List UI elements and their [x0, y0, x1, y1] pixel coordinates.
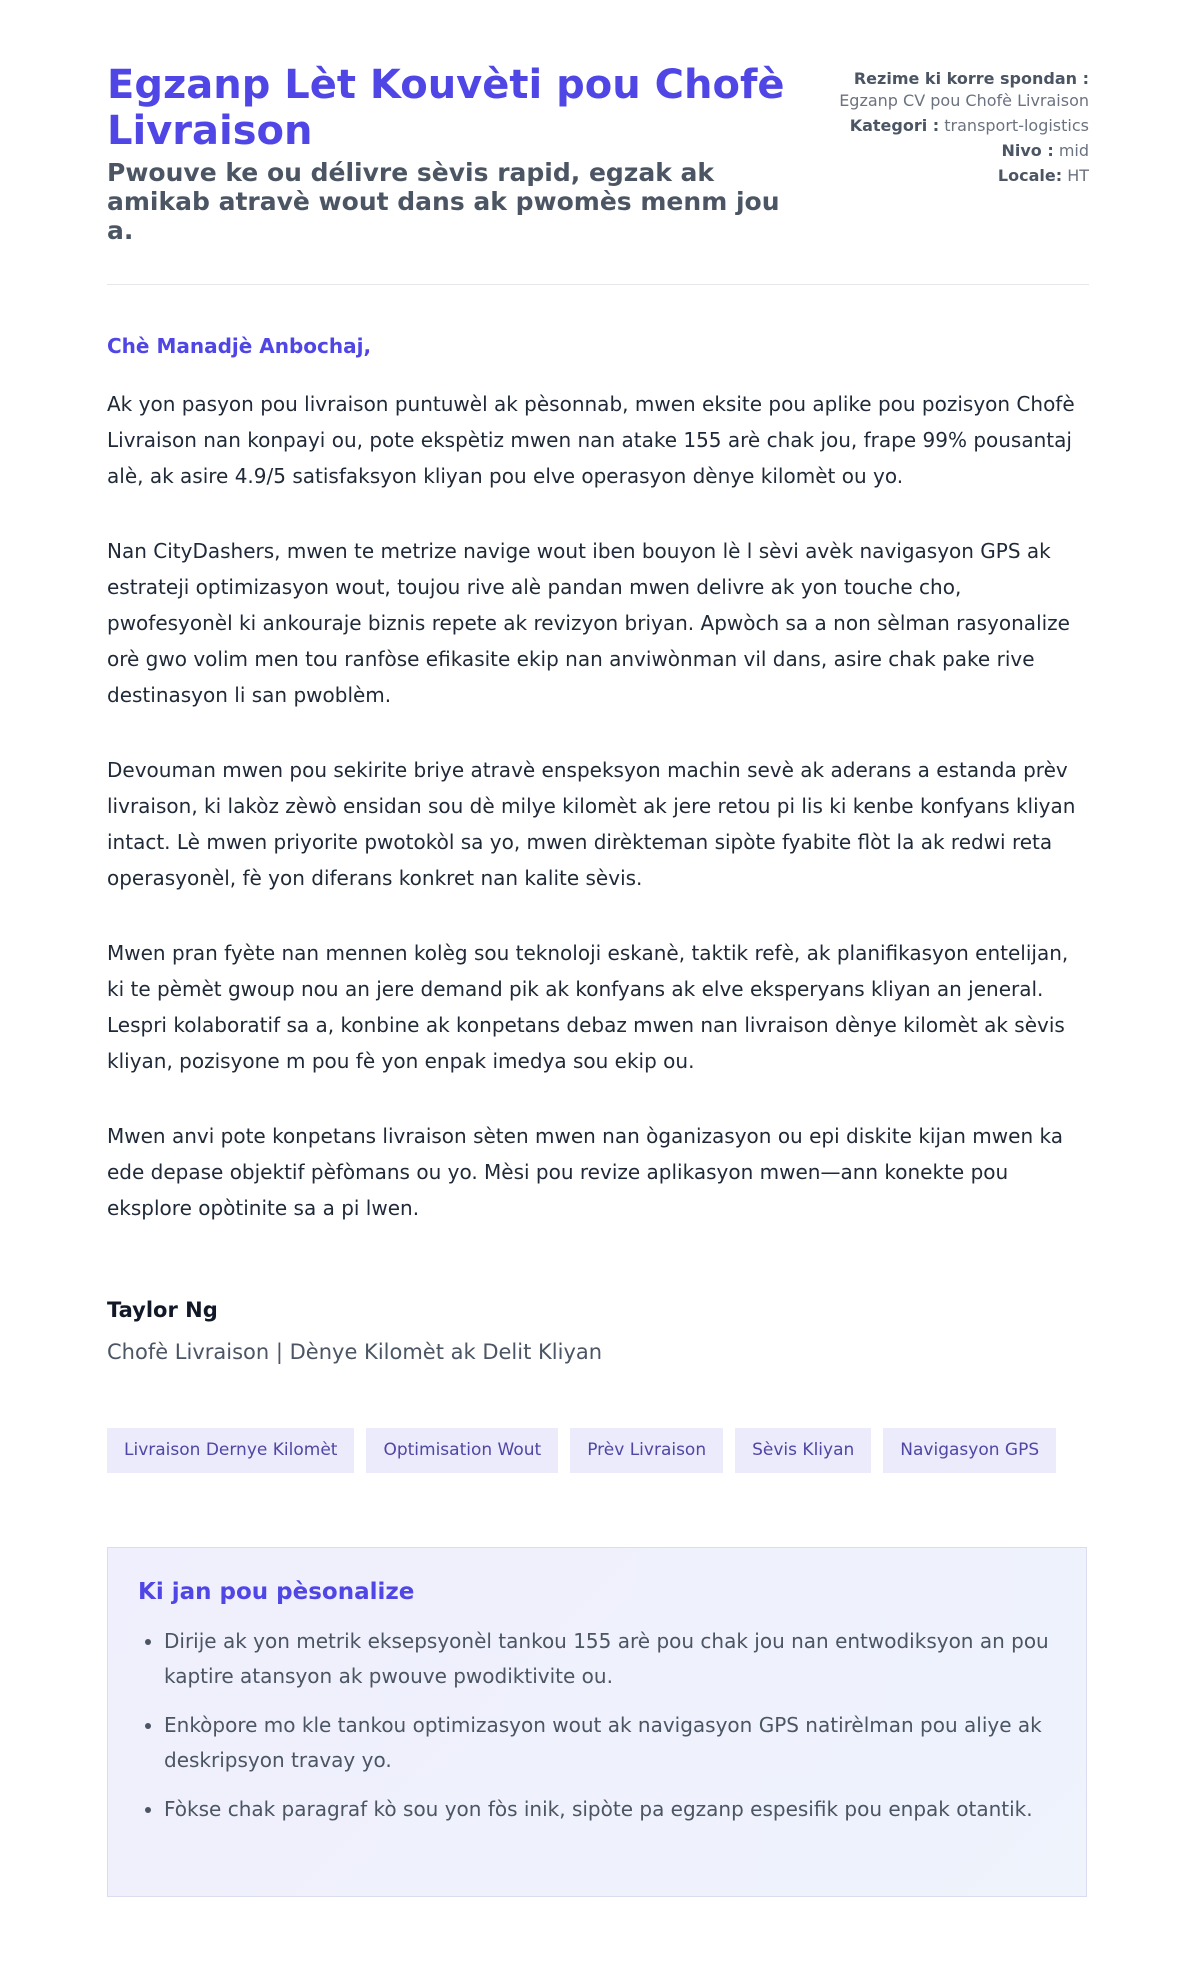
meta-locale [799, 163, 1089, 188]
letter-salutation: Chè Manadjè Anbochaj, [107, 334, 372, 358]
skill-tag[interactable]: Sèvis Kliyan [735, 1428, 871, 1473]
skill-tags [107, 1428, 1056, 1473]
letter-paragraph: Devouman mwen pou sekirite briye atravè enspeksyon machin sevè ak aderans a estanda prèv livraison, ki lakòz zèwò ensidan sou dè milye kilomèt ak jere retou pi lis ki kenbe konfyans kliyan intact. Lè mwen priyorite pwotokòl sa yo, mwen dirèkteman sipòte fyabite flòt la ak redwi reta operasyonèl, fè yon diferans konkret nan kalite sèvis. [107, 758, 1076, 890]
meta-category-label: Kategori : [849, 116, 940, 135]
skill-tag[interactable]: Navigasyon GPS [883, 1428, 1056, 1473]
meta-category [799, 113, 1089, 138]
skill-tag[interactable]: Livraison Dernye Kilomèt [107, 1428, 354, 1473]
meta-summary [799, 66, 1089, 113]
meta-level-label: Nivo : [1001, 141, 1054, 160]
tip-item: • Enkòpore mo kle tankou optimizasyon wout ak navigasyon GPS natirèlman pou aliye ak deskripsyon travay yo. [164, 1708, 1056, 1778]
tips-heading: Ki jan pou pèsonalize [138, 1579, 415, 1605]
letter-paragraph: Nan CityDashers, mwen te metrize navige wout iben bouyon lè l sèvi avèk navigasyon GPS ak estrateji optimizasyon wout, toujou rive alè pandan mwen delivre ak yon touche cho, pwofesyonèl ki ankouraje biznis repete ak revizyon briyan. Apwòch sa a non sèlman rasyonalize orè gwo volim men tou ranfòse efikasite ekip nan anviwònman vil dans, asire chak pake rive destinasyon li san pwoblèm. [107, 539, 1070, 707]
customization-tips [107, 1547, 1087, 1897]
letter-paragraph: Ak yon pasyon pou livraison puntuwèl ak pèsonnab, mwen eksite pou aplike pou pozisyon Chofè Livraison nan konpayi ou, pote ekspètiz mwen nan atake 155 arè chak jou, frape 99% pousantaj alè, ak asire 4.9/5 satisfaksyon kliyan pou elve operasyon dènye kilomèt ou yo. [107, 392, 1075, 488]
tip-item: • Fòkse chak paragraf kò sou yon fòs inik, sipòte pa egzanp espesifik pou enpak otantik. [164, 1792, 1056, 1827]
letter-body [107, 386, 1091, 1265]
tip-item: • Dirije ak yon metrik eksepsyonèl tankou 155 arè pou chak jou nan entwodiksyon an pou kaptire atansyon ak pwouve pwodiktivite ou. [164, 1624, 1056, 1694]
letter-paragraph: Mwen pran fyète nan mennen kolèg sou teknoloji eskanè, taktik refè, ak planifikasyon entelijan, ki te pèmèt gwoup nou an jere demand pik ak konfyans ak elve eksperyans kliyan an jeneral. Lespri kolaboratif sa a, konbine ak konpetans debaz mwen nan livraison dènye kilomèt ak sèvis kliyan, pozisyone m pou fè yon enpak imedya sou ekip ou. [107, 941, 1069, 1073]
meta-level-value: mid [1058, 141, 1089, 160]
page-header [107, 62, 1089, 285]
meta-summary-link[interactable]: Egzanp CV pou Chofè Livraison [839, 91, 1089, 110]
page-title: Egzanp Lèt Kouvèti pou Chofè Livraison [107, 62, 785, 154]
meta-panel [799, 66, 1089, 188]
skill-tag[interactable]: Optimisation Wout [366, 1428, 558, 1473]
meta-category-value: transport-logistics [944, 116, 1089, 135]
page-subtitle: Pwouve ke ou délivre sèvis rapid, egzak ak amikab atravè wout dans ak pwomès menm jou a. [107, 158, 780, 245]
meta-locale-value: HT [1067, 166, 1089, 185]
signature-title: Chofè Livraison | Dènye Kilomèt ak Delit Kliyan [107, 1340, 603, 1364]
letter-paragraph: Mwen anvi pote konpetans livraison sèten mwen nan òganizasyon ou epi diskite kijan mwen ka ede depase objektif pèfòmans ou yo. Mèsi pou revize aplikasyon mwen—ann konekte pou eksplore opòtinite sa a pi lwen. [107, 1124, 1063, 1220]
tips-list [138, 1624, 1056, 1827]
signature-name: Taylor Ng [107, 1298, 218, 1322]
meta-summary-label: Rezime ki korre spondan : [853, 69, 1089, 88]
meta-locale-label: Locale: [997, 166, 1063, 185]
meta-level [799, 138, 1089, 163]
skill-tag[interactable]: Prèv Livraison [570, 1428, 723, 1473]
